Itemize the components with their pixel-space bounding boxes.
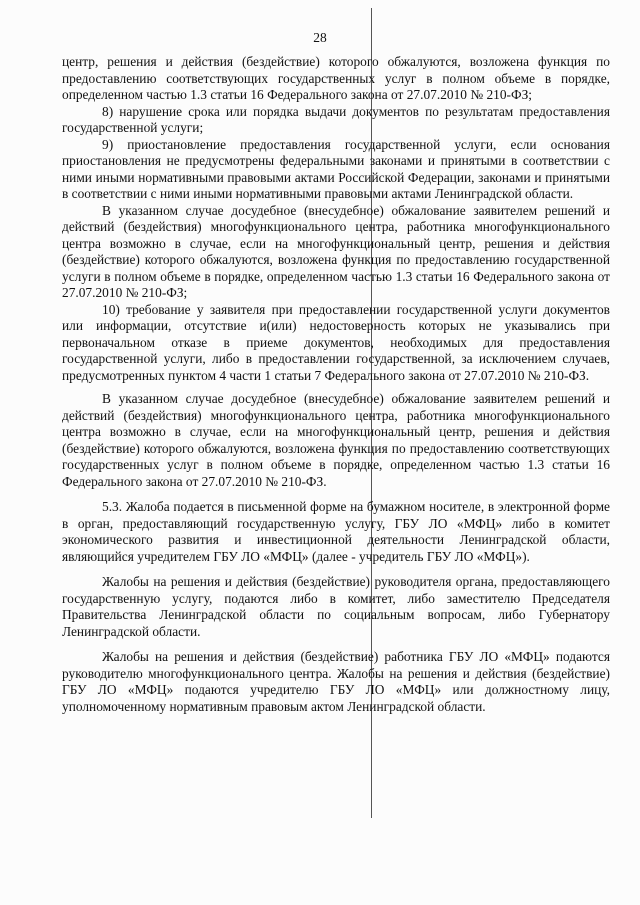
paragraph-item-9: 9) приостановление предоставления государственной услуги, если основания приостановления не предусмотрены федеральными законами и принятыми в соответствии с ними иными нормативными правовыми актами Российской Федерации, законами и принятыми в соответствии с ними иными нормативными правовыми актами Ленинградской области. — [62, 136, 610, 201]
paragraph-item-8: 8) нарушение срока или порядка выдачи документов по результатам предоставления государственной услуги; — [62, 103, 610, 135]
paragraph-section-5-3: 5.3. Жалоба подается в письменной форме на бумажном носителе, в электронной форме в орган, предоставляющий государственную услугу, ГБУ ЛО «МФЦ» либо в комитет экономического развития и инвестиционной деятельности Ленинградской области, являющийся учредителем ГБУ ЛО «МФЦ» (далее - учредитель ГБУ ЛО «МФЦ»). — [62, 499, 610, 564]
paragraph-appeal-note-1: В указанном случае досудебное (внесудебное) обжалование заявителем решений и действий (бездействия) многофункционального центра, работника многофункционального центра возможно в случае, если на многофункциональный центр, решения и действия (бездействие) которого обжалуются, возложена функция по предоставлению государственной услуги в полном объеме в порядке, определенном частью 1.3 статьи 16 Федерального закона от 27.07.2010 № 210-ФЗ; — [62, 202, 610, 300]
paragraph-item-10: 10) требование у заявителя при предоставлении государственной услуги документов или информации, отсутствие и(или) недостоверность которых не указывались при первоначальном отказе в приеме документов, необходимых для предоставления государственной услуги, либо в предоставлении государственной, за исключением случаев, предусмотренных пунктом 4 части 1 статьи 7 Федерального закона от 27.07.2010 № 210-ФЗ. — [62, 301, 610, 383]
paragraph-appeal-note-2: В указанном случае досудебное (внесудебное) обжалование заявителем решений и действий (бездействия) многофункционального центра, работника многофункционального центра возможно в случае, если на многофункциональный центр, решения и действия (бездействие) которого обжалуются, возложена функция по предоставлению соответствующих государственных услуг в полном объеме в порядке, определенном частью 1.3 статьи 16 Федерального закона от 27.07.2010 № 210-ФЗ. — [62, 391, 610, 489]
paragraph-complaints-mfc: Жалобы на решения и действия (бездействие) работника ГБУ ЛО «МФЦ» подаются руководителю многофункционального центра. Жалобы на решения и действия (бездействие) ГБУ ЛО «МФЦ» подаются учредителю ГБУ ЛО «МФЦ» или должностному лицу, уполномоченному нормативным правовым актом Ленинградской области. — [62, 649, 610, 714]
document-body — [62, 54, 610, 715]
paragraph-continuation: центр, решения и действия (бездействие) которого обжалуются, возложена функция по предоставлению соответствующих государственных услуг в полном объеме в порядке, определенном частью 1.3 статьи 16 Федерального закона от 27.07.2010 № 210-ФЗ; — [62, 54, 610, 102]
page-number: 28 — [313, 30, 327, 45]
paragraph-complaints-head: Жалобы на решения и действия (бездействие) руководителя органа, предоставляющего государственную услугу, подаются либо в комитет, либо заместителю Председателя Правительства Ленинградской области по социальным вопросам, либо Губернатору Ленинградской области. — [62, 574, 610, 639]
